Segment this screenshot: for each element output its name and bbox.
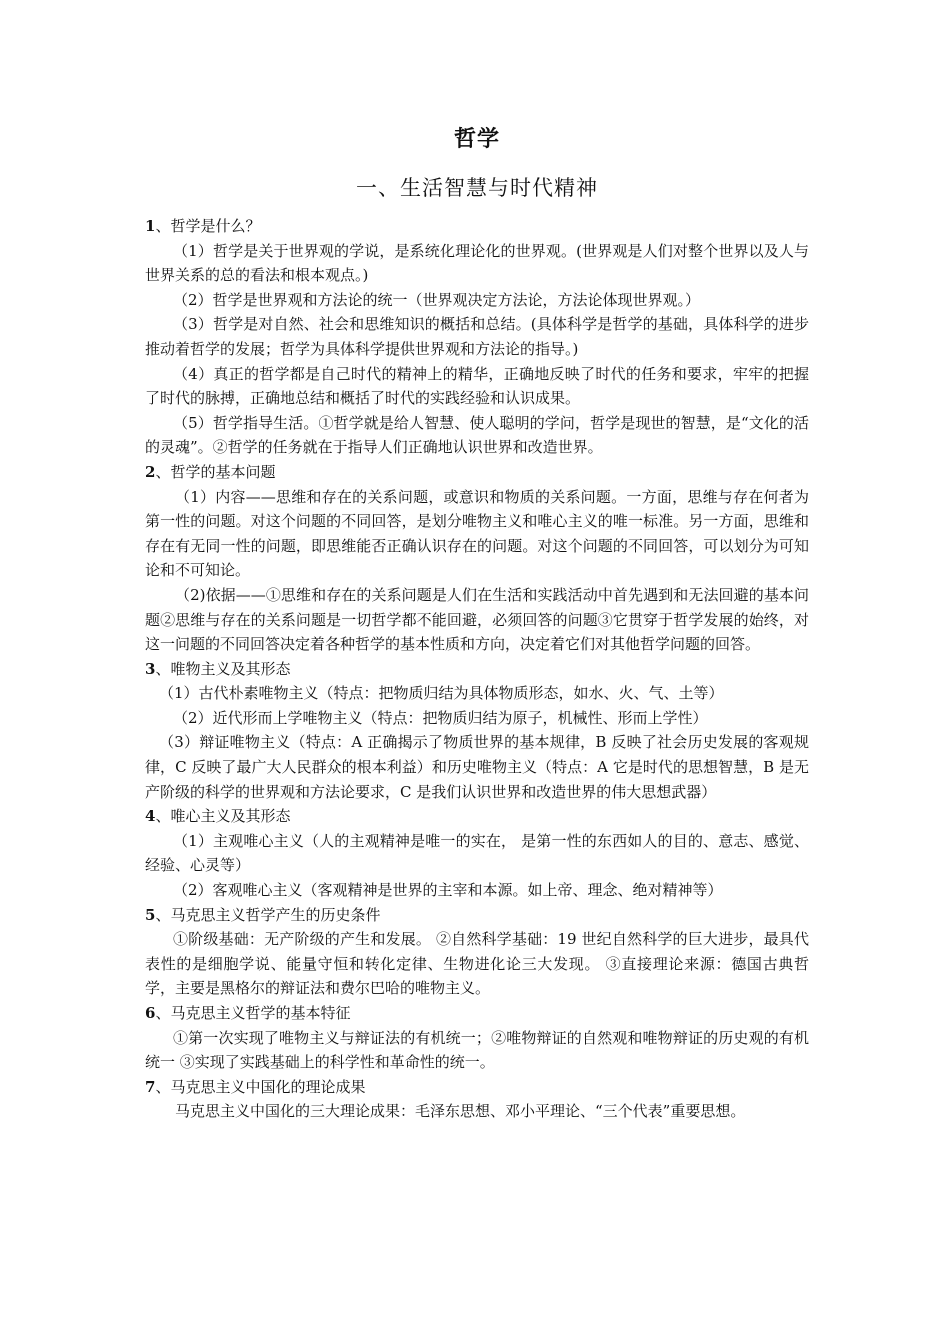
section-number: 6 xyxy=(145,1004,156,1022)
section-number: 5 xyxy=(145,905,156,924)
chapter-title: 一、生活智慧与时代精神 xyxy=(356,176,598,200)
document-body xyxy=(145,214,809,1124)
section-heading-text: 、马克思主义哲学产生的历史条件 xyxy=(155,905,381,924)
document-title: 哲学 xyxy=(453,126,500,152)
section-number: 7 xyxy=(145,1077,156,1096)
section-heading xyxy=(145,1075,809,1100)
section-heading-text: 、唯心主义及其形态 xyxy=(155,807,291,826)
section-heading xyxy=(145,1001,809,1026)
section-heading-text: 、马克思主义中国化的理论成果 xyxy=(155,1077,366,1096)
paragraph: （2)依据——①思维和存在的关系问题是人们在生活和实践活动中首先遇到和无法回避的基本问题②思维与存在的关系问题是一切哲学都不能回避，必须回答的问题③它贯穿于哲学发展的始终，对这一问题的不同回答决定着各种哲学的基本性质和方向，决定着它们对其他哲学问题的回答。 xyxy=(145,585,809,654)
paragraph: （5）哲学指导生活。①哲学就是给人智慧、使人聪明的学问，哲学是现世的智慧，是“文化的活的灵魂”。②哲学的任务就在于指导人们正确地认识世界和改造世界。 xyxy=(145,413,809,457)
section-heading-text: 、马克思主义哲学的基本特征 xyxy=(155,1004,351,1022)
paragraph: （2）近代形而上学唯物主义（特点：把物质归结为原子，机械性、形而上学性） xyxy=(173,708,708,727)
paragraph: （1）哲学是关于世界观的学说，是系统化理论化的世界观。(世界观是人们对整个世界以及人与世界关系的总的看法和根本观点。) xyxy=(145,241,809,285)
section-number: 4 xyxy=(145,807,156,826)
section-heading xyxy=(145,804,809,829)
section-number: 3 xyxy=(145,659,156,678)
paragraph: （4）真正的哲学都是自己时代的精神上的精华，正确地反映了时代的任务和要求，牢牢的把握了时代的脉搏，正确地总结和概括了时代的实践经验和认识成果。 xyxy=(145,364,809,408)
paragraph: （2）哲学是世界观和方法论的统一（世界观决定方法论，方法论体现世界观。） xyxy=(173,290,701,309)
paragraph: （1）古代朴素唯物主义（特点：把物质归结为具体物质形态，如水、火、气、土等） xyxy=(159,684,724,703)
paragraph: ①阶级基础：无产阶级的产生和发展。 ②自然科学基础：19 世纪自然科学的巨大进步，最具代表性的是细胞学说、能量守恒和转化定律、生物进化论三大发现。 ③直接理论来源：德国古典哲学，主要是黑格尔的辩证法和费尔巴哈的唯物主义。 xyxy=(145,930,809,998)
section-heading xyxy=(145,214,809,239)
section-heading xyxy=(145,657,809,682)
paragraph: （1）主观唯心主义（人的主观精神是唯一的实在， 是第一性的东西如人的目的、意志、感觉、经验、心灵等） xyxy=(145,831,809,875)
section-heading-text: 、哲学是什么？ xyxy=(155,217,261,235)
paragraph: （3）辩证唯物主义（特点：A 正确揭示了物质世界的基本规律，B 反映了社会历史发展的客观规律，C 反映了最广大人民群众的根本利益）和历史唯物主义（特点：A 它是时代的思想智慧，B 是无产阶级的科学的世界观和方法论要求，C 是我们认识世界和改造世界的伟大思想武器） xyxy=(145,733,809,801)
section-heading xyxy=(145,903,809,928)
section-heading xyxy=(145,460,809,485)
paragraph: （1）内容——思维和存在的关系问题，或意识和物质的关系问题。一方面，思维与存在何者为第一性的问题。对这个问题的不同回答，是划分唯物主义和唯心主义的唯一标准。另一方面，思维和存在有无同一性的问题，即思维能否正确认识存在的问题。对这个问题的不同回答，可以划分为可知论和不可知论。 xyxy=(145,487,809,580)
paragraph: 马克思主义中国化的三大理论成果：毛泽东思想、邓小平理论、“三个代表”重要思想。 xyxy=(175,1102,746,1121)
section-heading-text: 、哲学的基本问题 xyxy=(155,462,276,481)
section-heading-text: 、唯物主义及其形态 xyxy=(155,659,291,678)
paragraph: ①第一次实现了唯物主义与辩证法的有机统一；②唯物辩证的自然观和唯物辩证的历史观的有机统一 ③实现了实践基础上的科学性和革命性的统一。 xyxy=(145,1028,809,1072)
section-number: 2 xyxy=(145,462,156,481)
paragraph: （3）哲学是对自然、社会和思维知识的概括和总结。(具体科学是哲学的基础，具体科学的进步推动着哲学的发展；哲学为具体科学提供世界观和方法论的指导。) xyxy=(145,315,809,358)
paragraph: （2）客观唯心主义（客观精神是世界的主宰和本源。如上帝、理念、绝对精神等） xyxy=(173,881,723,900)
section-number: 1 xyxy=(145,217,156,235)
